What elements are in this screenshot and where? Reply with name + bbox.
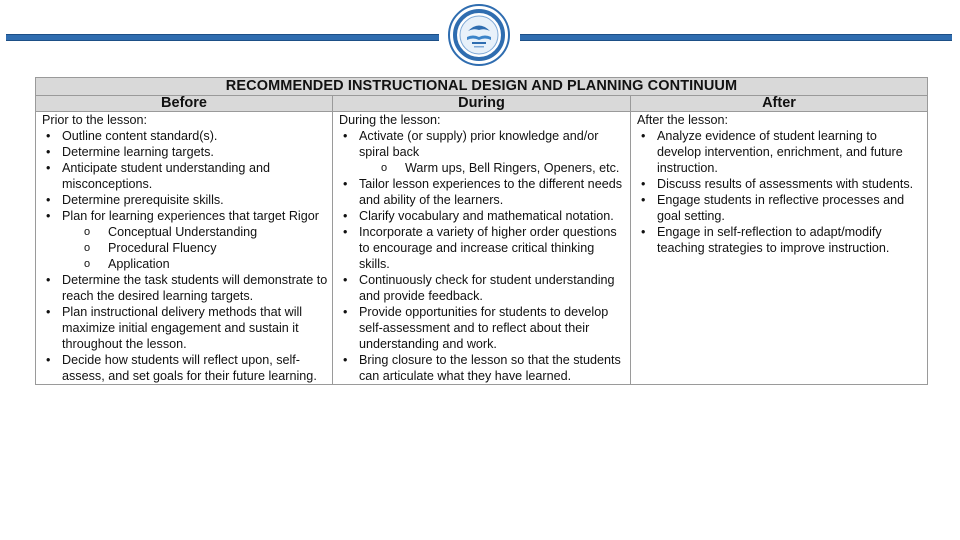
list-item-text: Decide how students will reflect upon, self-assess, and set goals for their future learning.	[62, 353, 317, 383]
header-rule-left	[6, 34, 439, 41]
list-item	[337, 304, 626, 352]
list-item-text: Plan instructional delivery methods that will maximize initial engagement and sustain it throughout the lesson.	[62, 305, 303, 351]
during-list	[337, 128, 626, 384]
after-intro: After the lesson:	[637, 113, 729, 127]
school-district-seal-icon	[448, 4, 510, 66]
list-item	[635, 176, 923, 192]
list-item	[635, 128, 923, 176]
sub-list-item: o Conceptual Understanding	[62, 224, 328, 240]
list-item	[40, 208, 328, 272]
list-item-text: Determine prerequisite skills.	[62, 193, 224, 207]
table-title: RECOMMENDED INSTRUCTIONAL DESIGN AND PLANNING CONTINUUM	[36, 78, 928, 96]
column-header-after: After	[631, 96, 928, 112]
header-rule-right	[520, 34, 952, 41]
sub-list-item: o Warm ups, Bell Ringers, Openers, etc.	[359, 160, 626, 176]
list-item	[40, 144, 328, 160]
sub-list-item: o Procedural Fluency	[62, 240, 328, 256]
sub-list-item: o Application	[62, 256, 328, 272]
before-list	[40, 128, 328, 384]
list-item-text: Engage in self-reflection to adapt/modify teaching strategies to improve instruction.	[657, 225, 890, 255]
continuum-table	[35, 77, 928, 385]
list-item	[337, 208, 626, 224]
list-item-text: Plan for learning experiences that target Rigor	[62, 209, 319, 223]
list-item-text: Anticipate student understanding and misconceptions.	[62, 161, 270, 191]
list-item	[337, 176, 626, 208]
before-column	[36, 112, 333, 385]
list-item	[40, 160, 328, 192]
list-item-text: Activate (or supply) prior knowledge and/or spiral back	[359, 129, 599, 159]
list-item-text: Continuously check for student understanding and provide feedback.	[359, 273, 615, 303]
list-item	[40, 352, 328, 384]
list-item-text: Analyze evidence of student learning to develop intervention, enrichment, and future instruction.	[657, 129, 903, 175]
list-item	[337, 352, 626, 384]
list-item-text: Incorporate a variety of higher order questions to encourage and increase critical thinking skills.	[359, 225, 617, 271]
after-list	[635, 128, 923, 256]
list-item	[40, 128, 328, 144]
list-item	[337, 272, 626, 304]
list-item	[40, 272, 328, 304]
list-item	[635, 192, 923, 224]
column-header-during: During	[333, 96, 631, 112]
list-item	[40, 192, 328, 208]
list-item-text: Outline content standard(s).	[62, 129, 218, 143]
list-item-text: Determine the task students will demonstrate to reach the desired learning targets.	[62, 273, 328, 303]
column-header-before: Before	[36, 96, 333, 112]
before-intro: Prior to the lesson:	[42, 113, 147, 127]
list-item	[40, 304, 328, 352]
list-item-text: Discuss results of assessments with students.	[657, 177, 914, 191]
after-column	[631, 112, 928, 385]
list-item-text: Clarify vocabulary and mathematical notation.	[359, 209, 614, 223]
sub-list	[62, 224, 328, 272]
list-item	[337, 224, 626, 272]
during-intro: During the lesson:	[339, 113, 441, 127]
sub-list	[359, 160, 626, 176]
list-item-text: Determine learning targets.	[62, 145, 214, 159]
list-item-text: Provide opportunities for students to develop self-assessment and to reflect about their understanding and work.	[359, 305, 609, 351]
list-item	[337, 128, 626, 176]
list-item	[635, 224, 923, 256]
list-item-text: Engage students in reflective processes and goal setting.	[657, 193, 905, 223]
during-column	[333, 112, 631, 385]
list-item-text: Bring closure to the lesson so that the students can articulate what they have learned.	[359, 353, 621, 383]
list-item-text: Tailor lesson experiences to the different needs and ability of the learners.	[359, 177, 622, 207]
